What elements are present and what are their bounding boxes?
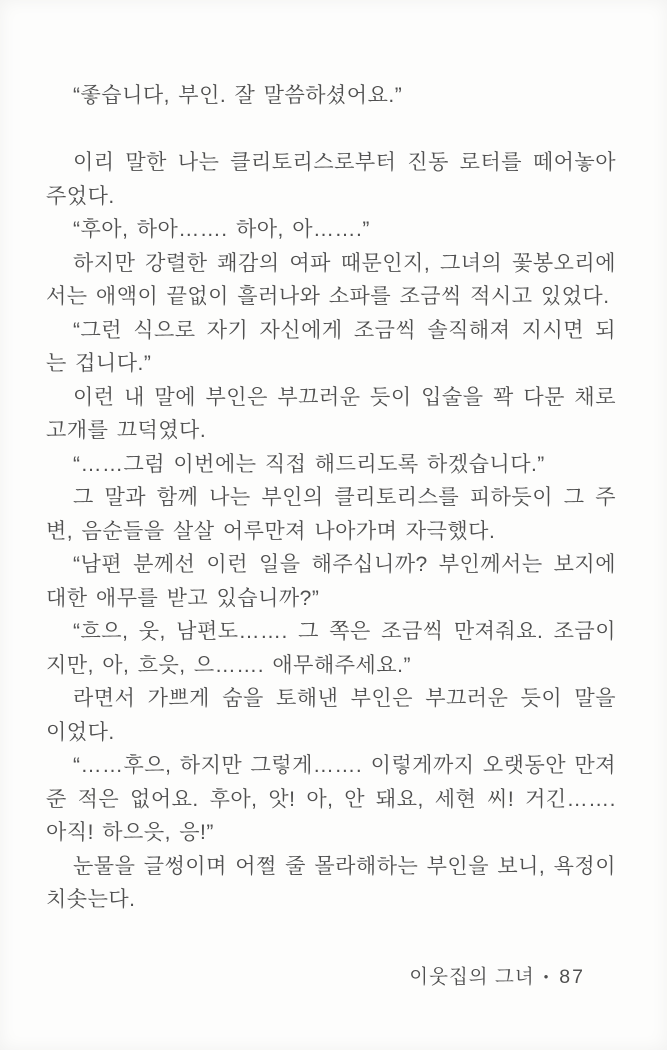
- paragraph: “흐으, 웃, 남편도……. 그 쪽은 조금씩 만져줘요. 조금이지만, 아, 흐읏, 으……. 애무해주세요.”: [46, 620, 616, 677]
- paragraph: “좋습니다, 부인. 잘 말씀하셨어요.”: [73, 84, 403, 107]
- paragraph: “……후으, 하지만 그렇게……. 이렇게까지 오랫동안 만져준 적은 없어요. 후아, 앗! 아, 안 돼요, 세현 씨! 거긴……. 아직! 하으읏, 응!”: [46, 754, 616, 844]
- paragraph: “……그럼 이번에는 직접 해드리도록 하겠습니다.”: [73, 452, 545, 476]
- paragraph: 하지만 강렬한 쾌감의 여파 때문인지, 그녀의 꽃봉오리에서는 애액이 끝없이 흘러나와 소파를 조금씩 적시고 있었다.: [46, 251, 616, 308]
- paragraph: 이리 말한 나는 클리토리스로부터 진동 로터를 떼어놓아 주었다.: [46, 151, 616, 208]
- footer-separator-dot: •: [543, 969, 550, 984]
- paragraph: 눈물을 글썽이며 어쩔 줄 몰라해하는 부인을 보니, 욕정이 치솟는다.: [46, 854, 616, 911]
- paragraph: 라면서 가쁘게 숨을 토해낸 부인은 부끄러운 듯이 말을 이었다.: [46, 687, 616, 744]
- paragraph: “그런 식으로 자기 자신에게 조금씩 솔직해져 지시면 되는 겁니다.”: [46, 318, 616, 375]
- paragraph: 그 말과 함께 나는 부인의 클리토리스를 피하듯이 그 주변, 음순들을 살살 어루만져 나아가며 자극했다.: [46, 486, 616, 543]
- footer-book-title: 이웃집의 그녀: [409, 966, 535, 988]
- page-body: [46, 79, 616, 917]
- footer-page-number: 87: [559, 966, 585, 988]
- paragraph: 이런 내 말에 부인은 부끄러운 듯이 입술을 꽉 다문 채로 고개를 끄덕였다.: [46, 385, 616, 442]
- paragraph: “후아, 하아……. 하아, 아…….”: [73, 218, 370, 241]
- page-footer: [409, 961, 585, 989]
- paragraph: “남편 분께선 이런 일을 해주십니까? 부인께서는 보지에 대한 애무를 받고 있습니까?”: [46, 553, 616, 610]
